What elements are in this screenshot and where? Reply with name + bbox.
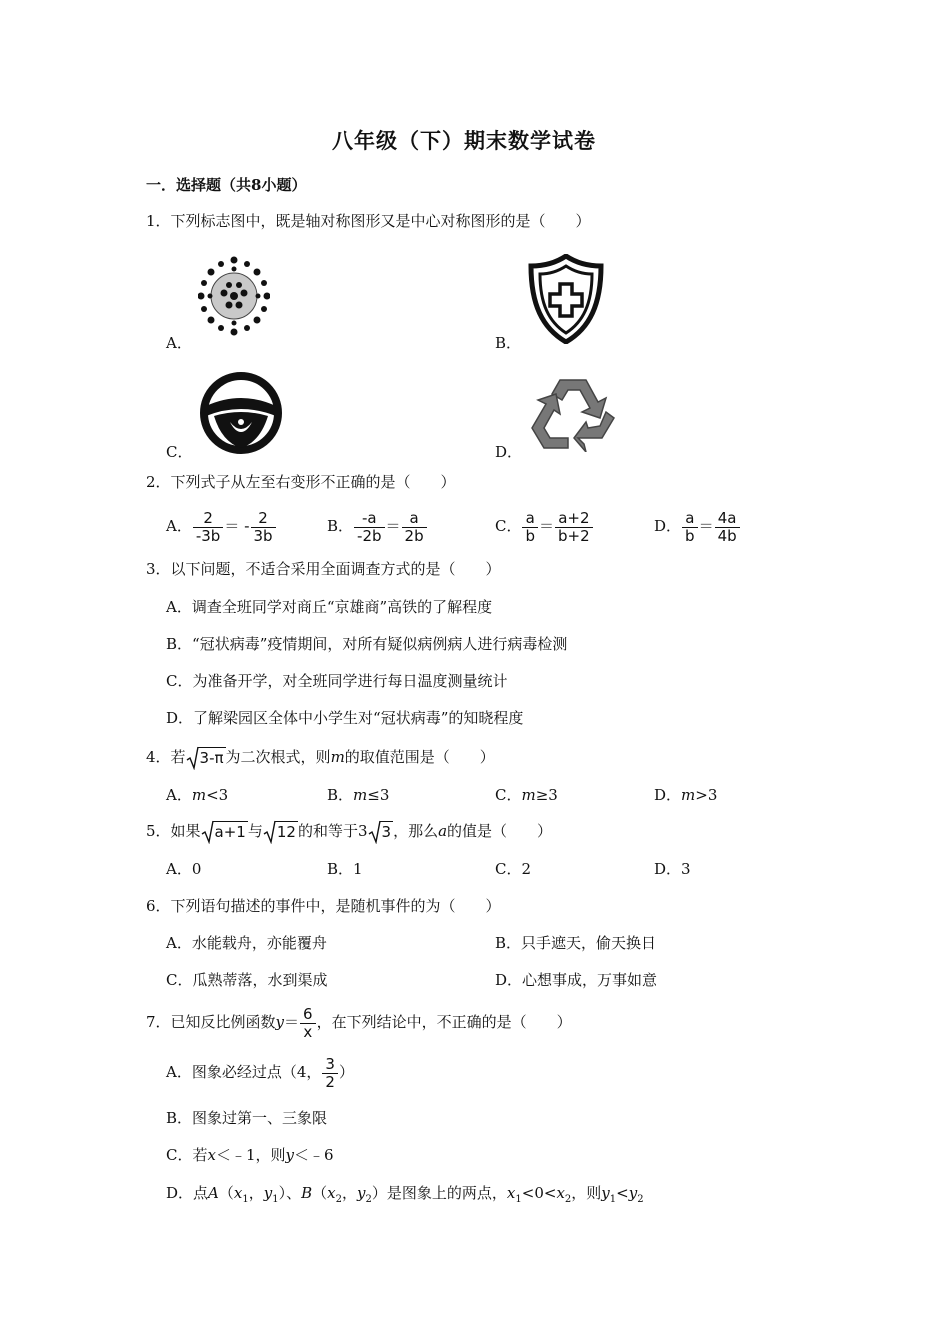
- q5-option-a: A．0: [166, 860, 202, 878]
- q7-option-c: C．若x＜﹣1，则y＜﹣6: [166, 1146, 334, 1164]
- q3-option-d: D．了解梁园区全体中小学生对“冠状病毒”的知晓程度: [166, 709, 524, 727]
- q2-option-a: [166, 506, 277, 546]
- q5-option-c: C．2: [495, 860, 532, 878]
- square-root: 12: [263, 822, 298, 842]
- page-title: 八年级（下）期末数学试卷: [332, 128, 596, 153]
- q4-option-b: B．m≤3: [327, 786, 390, 804]
- fraction: $\frac{3}{2}$: [322, 1056, 338, 1091]
- question-6-stem: 6．下列语句描述的事件中，是随机事件的为（ ）: [146, 897, 501, 915]
- fraction: $\frac{a}{b}$: [682, 510, 698, 545]
- fraction: $\frac{-a}{-2b}$: [354, 510, 384, 545]
- equals-sign: ＝: [385, 517, 401, 535]
- q1-option-a: A．: [166, 334, 192, 352]
- q2-option-b: [327, 506, 428, 546]
- question-2-stem: 2．下列式子从左至右变形不正确的是（ ）: [146, 473, 456, 491]
- section-heading: 一．选择题（共8小题）: [146, 176, 307, 194]
- fraction: $\frac{2}{3b}$: [251, 510, 276, 545]
- q7-option-b: B．图象过第一、三象限: [166, 1109, 328, 1127]
- q3-option-a: A．调查全班同学对商丘“京雄商”高铁的了解程度: [166, 598, 493, 616]
- fraction: $\frac{2}{-3b}$: [193, 510, 223, 545]
- virus-icon: [198, 253, 270, 339]
- q5-option-d: D．3: [654, 860, 691, 878]
- equals-sign: ＝: [698, 517, 714, 535]
- equals-sign: ＝: [539, 517, 555, 535]
- q7-option-a: A．图象必经过点（4， $\frac{3}{2}$ ）: [166, 1054, 354, 1091]
- q2-option-c: [495, 506, 594, 546]
- q6-option-b: B．只手遮天，偷天换日: [495, 934, 657, 952]
- equals-sign: ＝ -: [224, 517, 250, 535]
- square-root: 3-π: [186, 748, 226, 768]
- fraction: $\frac{a}{2b}$: [402, 510, 427, 545]
- q3-option-c: C．为准备开学，对全班同学进行每日温度测量统计: [166, 672, 508, 690]
- square-root: a+1: [201, 822, 248, 842]
- question-3-stem: 3．以下问题，不适合采用全面调查方式的是（ ）: [146, 560, 501, 578]
- q4-option-c: C．m≥3: [495, 786, 558, 804]
- q1-option-c: C．: [166, 443, 193, 461]
- q6-option-d: D．心想事成，万事如意: [495, 971, 658, 989]
- q1-option-b: B．: [495, 334, 522, 352]
- q5-option-b: B．1: [327, 860, 363, 878]
- q7-option-d: D．点$A(x_1$，$y_1$）、$B(x_2$，$y_2$）是图象上的两点，$x_1<0<x_2$，则$y_1<y_2$: [166, 1184, 644, 1205]
- option-label: A．: [166, 517, 192, 535]
- q1-option-d: D．: [495, 443, 523, 461]
- question-5-stem: 5．如果 a+1 与 12 的和等于3 3 ，那么a的值是（ ）: [146, 822, 553, 841]
- question-4-stem: 4．若 3-π 为二次根式，则m的取值范围是（ ）: [146, 748, 495, 767]
- question-7-stem: 7．已知反比例函数y＝ $\frac{6}{x}$ ，在下列结论中，不正确的是（ ）: [146, 1004, 572, 1041]
- q6-option-c: C．瓜熟蒂落，水到渠成: [166, 971, 328, 989]
- recycle-icon: [528, 376, 618, 452]
- fraction: $\frac{a+2}{b+2}$: [555, 510, 593, 545]
- q2-option-d: [654, 506, 741, 546]
- option-label: B．: [327, 517, 354, 535]
- square-root: 3: [368, 822, 394, 842]
- q4-option-a: A．m<3: [166, 786, 229, 804]
- fraction: $\frac{6}{x}$: [300, 1006, 316, 1041]
- fraction: $\frac{4a}{4b}$: [715, 510, 740, 545]
- q4-option-d: D．m>3: [654, 786, 718, 804]
- steering-wheel-icon: [200, 372, 282, 454]
- shield-cross-icon: [528, 254, 604, 344]
- q6-option-a: A．水能载舟，亦能覆舟: [166, 934, 327, 952]
- option-label: C．: [495, 517, 522, 535]
- fraction: $\frac{a}{b}$: [522, 510, 538, 545]
- question-1-stem: 1．下列标志图中，既是轴对称图形又是中心对称图形的是（ ）: [146, 212, 591, 230]
- q3-option-b: B．“冠状病毒”疫情期间，对所有疑似病例病人进行病毒检测: [166, 635, 568, 653]
- option-label: D．: [654, 517, 682, 535]
